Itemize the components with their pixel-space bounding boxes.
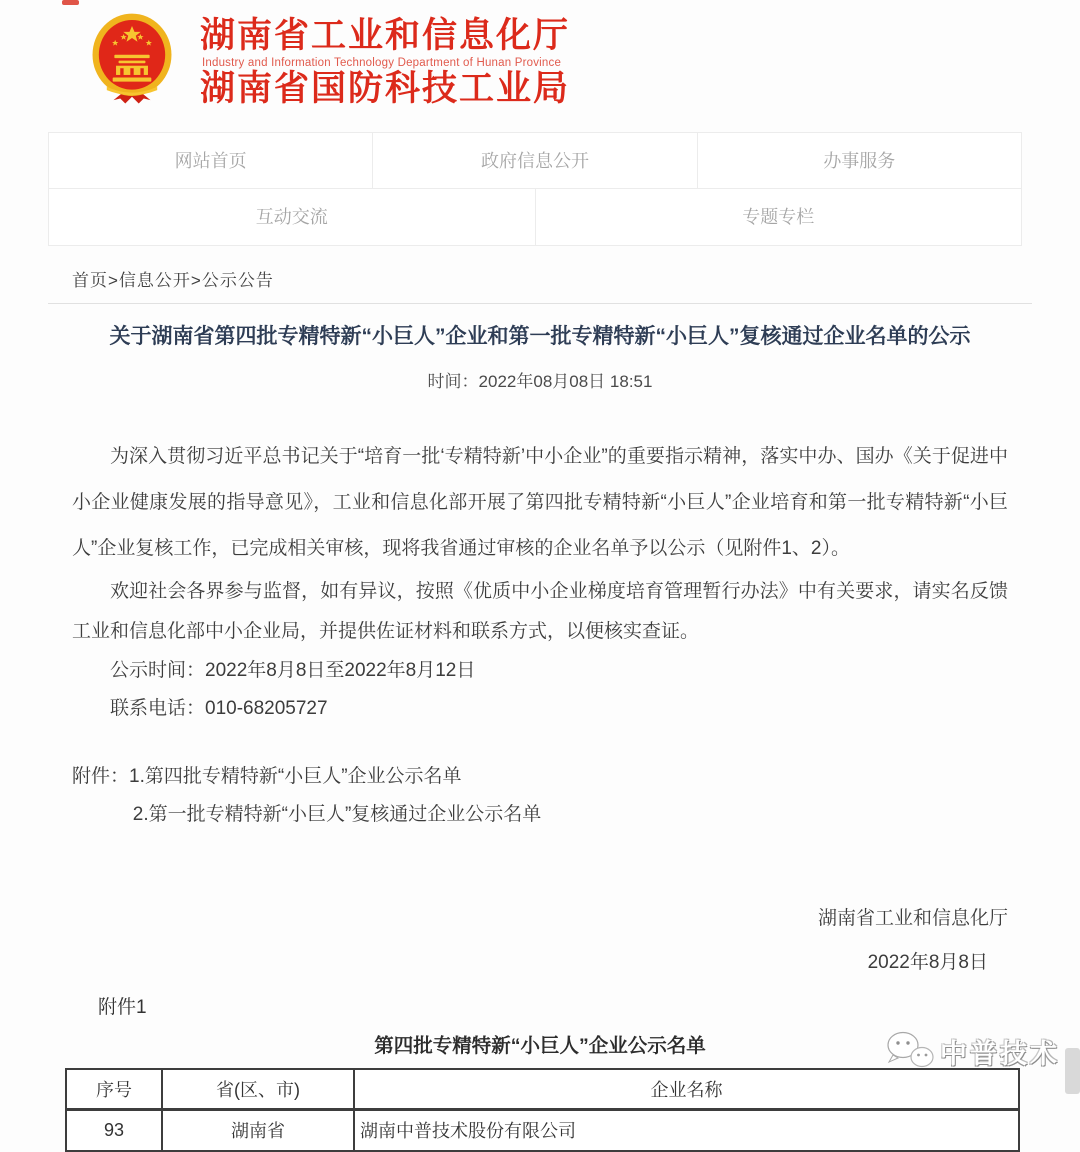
breadcrumb[interactable]: 首页>信息公开>公示公告 [72, 271, 274, 290]
scrollbar-thumb[interactable] [1065, 1048, 1080, 1094]
article-body [72, 434, 1008, 1058]
org-names [200, 12, 570, 108]
org-name-secondary: 湖南省国防科技工业局 [200, 68, 571, 108]
signature-date: 2022年8月8日 [867, 952, 988, 973]
attachment-label: 附件： [72, 766, 130, 787]
col-header-seq: 序号 [66, 1069, 162, 1109]
table-header-row [66, 1069, 1019, 1109]
attachment-link-1[interactable]: 1.第四批专精特新“小巨人”企业公示名单 [129, 766, 462, 787]
main-nav [48, 132, 1022, 246]
nav-item-home[interactable]: 网站首页 [49, 133, 373, 188]
table-row [66, 1109, 1019, 1151]
watermark-text: 中普技术 [940, 1038, 1060, 1069]
paragraph: 欢迎社会各界参与监督，如有异议，按照《优质中小企业梯度培育管理暂行办法》中有关要求，请实名反馈工业和信息化部中小企业局，并提供佐证材料和联系方式，以便核实查证。 [72, 581, 1008, 642]
site-header [0, 0, 1080, 130]
col-header-company: 企业名称 [354, 1069, 1019, 1109]
nav-item-gov-info-disclosure[interactable]: 政府信息公开 [373, 133, 697, 188]
org-name-primary: 湖南省工业和信息化厅 [200, 16, 571, 55]
nav-row-2 [48, 189, 1022, 246]
publish-time: 时间：2022年08月08日 18:51 [427, 372, 653, 391]
attachment1-label: 附件1 [98, 997, 147, 1018]
page-title: 关于湖南省第四批专精特新“小巨人”企业和第一批专精特新“小巨人”复核通过企业名单的公示 [109, 325, 971, 348]
attachment-line-1 [72, 758, 1008, 796]
nav-item-interaction[interactable]: 互动交流 [49, 189, 536, 245]
paragraph: 为深入贯彻习近平总书记关于“培育一批‘专精特新’中小企业”的重要指示精神，落实中办、国办《关于促进中小企业健康发展的指导意见》，工业和信息化部开展了第四批专精特新“小巨人”企业培育和第一批专精特新“小巨人”企业复核工作，已完成相关审核，现将我省通过审核的企业名单予以公示（见附件1、2）。 [72, 446, 1008, 559]
nav-item-services[interactable]: 办事服务 [823, 151, 896, 171]
nav-item-special-columns[interactable]: 专题专栏 [742, 207, 815, 227]
nav-row-1 [48, 132, 1022, 189]
top-edge-red-mark [62, 0, 79, 5]
attachment-link-2[interactable]: 2.第一批专精特新“小巨人”复核通过企业公示名单 [132, 804, 542, 825]
cell-company-name: 湖南中普技术股份有限公司 [354, 1109, 1019, 1151]
company-list-table [65, 1068, 1020, 1152]
signature-org: 湖南省工业和信息化厅 [817, 908, 1008, 929]
org-name-english: Industry and Information Technology Department of Hunan Province [202, 56, 562, 69]
national-emblem-logo [90, 12, 174, 106]
col-header-province: 省(区、市) [162, 1069, 354, 1109]
attachment-list [72, 758, 1008, 834]
signature-block [72, 904, 1008, 978]
breadcrumb-divider [48, 303, 1032, 304]
notice-period: 公示时间：2022年8月8日至2022年8月12日 [110, 660, 476, 681]
contact-phone: 联系电话：010-68205727 [110, 698, 328, 719]
cell-seq: 93 [66, 1109, 162, 1151]
table-title: 第四批专精特新“小巨人”企业公示名单 [374, 1035, 706, 1057]
cell-province: 湖南省 [162, 1109, 354, 1151]
